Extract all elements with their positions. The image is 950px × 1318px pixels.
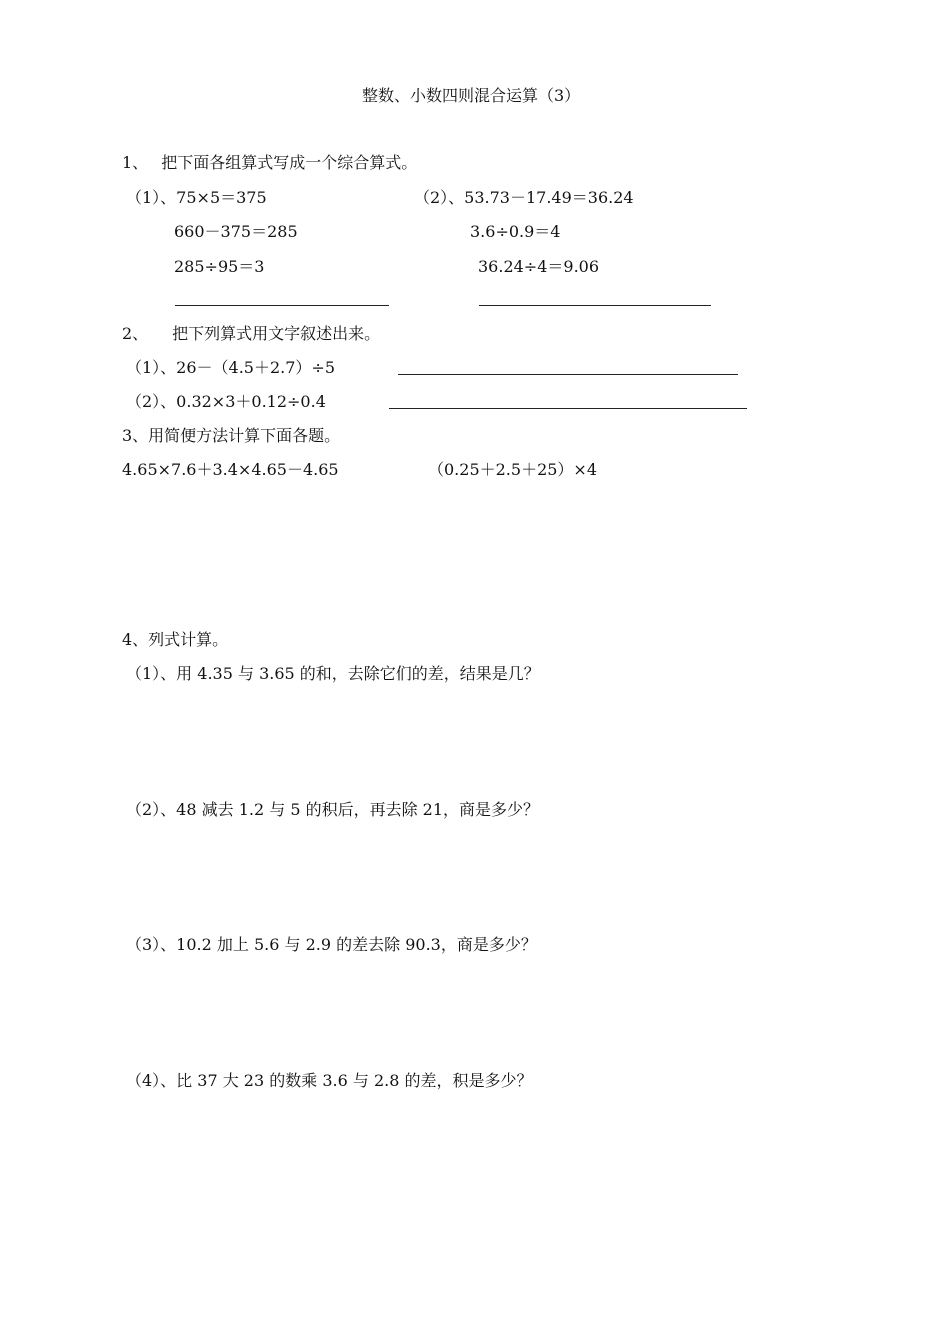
q2-answer-line-1 xyxy=(398,374,738,375)
question-3-heading: 3、用简便方法计算下面各题。 xyxy=(122,426,341,445)
q2-answer-line-2 xyxy=(389,408,747,409)
q3-expression-1: 4.65×7.6＋3.4×4.65－4.65 xyxy=(122,460,339,479)
q1-group2-line2: 3.6÷0.9＝4 xyxy=(470,222,561,241)
q4-item-3: （3）、10.2 加上 5.6 与 2.9 的差去除 90.3，商是多少？ xyxy=(126,935,537,954)
question-2-heading: 2、 把下列算式用文字叙述出来。 xyxy=(122,324,381,343)
q1-group2-line1: （2）、53.73－17.49＝36.24 xyxy=(414,188,634,207)
q1-group1-line3: 285÷95＝3 xyxy=(174,257,265,276)
q3-expression-2: （0.25＋2.5＋25）×4 xyxy=(428,460,598,479)
q2-item-1: （1）、26－（4.5＋2.7）÷5 xyxy=(126,358,336,377)
page-title: 整数、小数四则混合运算（3） xyxy=(362,86,581,105)
question-4-heading: 4、列式计算。 xyxy=(122,630,229,649)
q4-item-2: （2）、48 减去 1.2 与 5 的积后，再去除 21，商是多少？ xyxy=(126,800,540,819)
q1-answer-line-2 xyxy=(479,305,711,306)
question-1-heading: 1、 把下面各组算式写成一个综合算式。 xyxy=(122,153,418,172)
q4-item-4: （4）、比 37 大 23 的数乘 3.6 与 2.8 的差，积是多少？ xyxy=(126,1071,533,1090)
q4-item-1: （1）、用 4.35 与 3.65 的和，去除它们的差，结果是几？ xyxy=(126,664,540,683)
q1-answer-line-1 xyxy=(175,305,389,306)
q1-group1-line1: （1）、75×5＝375 xyxy=(126,188,267,207)
q2-item-2: （2）、0.32×3＋0.12÷0.4 xyxy=(126,392,326,411)
q1-group2-line3: 36.24÷4＝9.06 xyxy=(478,257,600,276)
q1-group1-line2: 660－375＝285 xyxy=(174,222,298,241)
